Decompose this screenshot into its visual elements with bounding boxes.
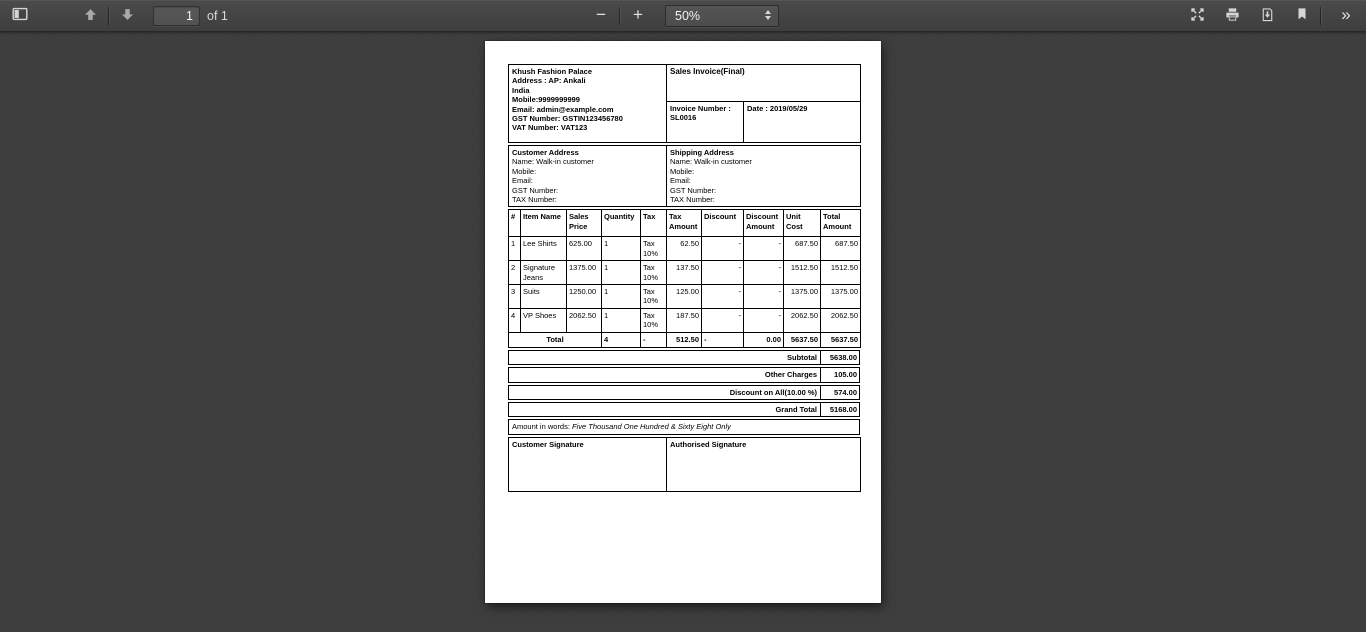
shipping-gst-line: GST Number: [670,185,717,195]
select-spinner-icon [765,10,771,20]
total-label: Total [509,332,602,347]
summary-label: Other Charges [764,370,817,380]
summary-value: 105.00 [820,368,859,381]
total-tax: - [641,332,667,347]
seller-gst: GST Number: GSTIN123456780 [512,114,623,124]
col-header-index: # [509,210,521,237]
customer-mobile-line: Mobile: [512,166,537,176]
pdf-page [485,41,881,603]
item-row: 2 Signature Jeans 1375.00 1 Tax 10% 137.50 - - 1512.50 1512.50 [509,261,861,285]
plus-icon: + [633,5,643,24]
total-quantity: 4 [602,332,641,347]
toolbar-separator [619,7,620,25]
seller-name: Khush Fashion Palace [512,67,593,76]
shipping-email-line: Email: [670,176,691,186]
item-row: 1 Lee Shirts 625.00 1 Tax 10% 62.50 - - 687.50 687.50 [509,237,861,261]
authorised-signature-cell: Authorised Signature [667,437,861,491]
amount-in-words-label: Amount in words: [512,422,570,432]
invoice-number-label: Invoice Number : [670,104,731,113]
summary-label: Grand Total [775,404,817,414]
toolbar-right-section [1176,3,1360,28]
shipping-address-cell [667,146,861,207]
summary-value: 5168.00 [820,403,859,416]
download-button[interactable] [1253,3,1281,28]
col-header-tax: Tax [641,210,667,237]
items-header-row [509,210,861,237]
summary-row-other-charges [508,367,860,382]
presentation-mode-button[interactable] [1183,3,1211,28]
invoice-number-cell [667,102,744,143]
page-count-label: of 1 [207,8,228,23]
seller-info-cell [509,65,667,143]
next-page-button[interactable] [113,3,141,28]
customer-email-line: Email: [512,176,533,186]
download-icon [1260,7,1275,25]
page-nav-group [76,3,141,28]
seller-country: India [512,85,530,95]
total-discount: - [702,332,744,347]
page-number-input[interactable] [153,6,200,26]
col-header-unit-cost: Unit Cost [784,210,821,237]
sidebar-toggle-icon [12,6,28,25]
amount-in-words-row [508,419,860,434]
seller-email: Email: admin@example.com [512,104,614,114]
shipping-address-heading: Shipping Address [670,148,734,157]
invoice-document [508,64,860,494]
pdf-viewer-area [0,32,1366,632]
previous-page-button[interactable] [76,3,104,28]
col-header-total-amount: Total Amount [821,210,861,237]
printer-icon [1225,7,1240,25]
shipping-tax-line: TAX Number: [670,195,715,205]
zoom-in-button[interactable] [624,3,652,28]
invoice-date-cell: Date : 2019/05/29 [744,102,861,143]
double-chevron-icon: » [1341,5,1351,24]
col-header-sales-price: Sales Price [567,210,602,237]
customer-address-cell [509,146,667,207]
col-header-discount-amount: Discount Amount [744,210,784,237]
toolbar-left-section [0,3,228,28]
customer-name-line: Name: Walk-in customer [512,157,594,167]
summary-row-discount-on-all [508,385,860,400]
items-table [508,209,861,347]
col-header-item-name: Item Name [521,210,567,237]
invoice-header-table [508,64,861,143]
total-amount: 5637.50 [821,332,861,347]
items-total-row [509,332,861,347]
summary-value: 574.00 [820,386,859,399]
fullscreen-expand-icon [1190,7,1205,25]
bookmark-icon [1295,7,1309,24]
customer-address-heading: Customer Address [512,148,579,157]
print-button[interactable] [1218,3,1246,28]
signature-table [508,437,861,492]
zoom-level-select[interactable] [665,5,779,27]
toolbar-zoom-section [587,3,779,28]
col-header-quantity: Quantity [602,210,641,237]
toolbar-separator [108,7,109,25]
item-row: 3 Suits 1250.00 1 Tax 10% 125.00 - - 1375.00 1375.00 [509,285,861,309]
col-header-discount: Discount [702,210,744,237]
toolbar-separator [1320,7,1321,25]
bookmark-button[interactable] [1288,3,1316,28]
summary-row-grand-total [508,402,860,417]
customer-tax-line: TAX Number: [512,195,557,205]
customer-gst-line: GST Number: [512,185,559,195]
minus-icon: − [596,5,606,24]
total-unit-cost: 5637.50 [784,332,821,347]
address-table [508,145,861,207]
summary-label: Subtotal [787,352,817,362]
summary-value: 5638.00 [820,351,859,364]
arrow-down-icon [120,7,135,25]
seller-mobile: Mobile:9999999999 [512,95,580,105]
shipping-mobile-line: Mobile: [670,166,695,176]
summary-row-subtotal [508,350,860,365]
shipping-name-line: Name: Walk-in customer [670,157,752,167]
customer-signature-cell: Customer Signature [509,437,667,491]
summary-label: Discount on All(10.00 %) [729,387,817,397]
zoom-level-value: 50% [675,8,701,23]
tools-menu-button[interactable] [1332,3,1360,28]
arrow-up-icon [83,7,98,25]
amount-in-words-value: Five Thousand One Hundred & Sixty Eight Only [572,422,731,432]
total-tax-amount: 512.50 [667,332,702,347]
col-header-tax-amount: Tax Amount [667,210,702,237]
seller-address: Address : AP: Ankali [512,76,586,86]
pdf-toolbar [0,0,1366,32]
zoom-out-button[interactable] [587,3,615,28]
invoice-number-value: SL0016 [670,113,697,123]
sidebar-toggle-button[interactable] [6,3,34,28]
seller-vat: VAT Number: VAT123 [512,123,588,133]
invoice-title: Sales Invoice(Final) [667,65,861,102]
item-row: 4 VP Shoes 2062.50 1 Tax 10% 187.50 - - 2062.50 2062.50 [509,308,861,332]
total-discount-amount: 0.00 [744,332,784,347]
